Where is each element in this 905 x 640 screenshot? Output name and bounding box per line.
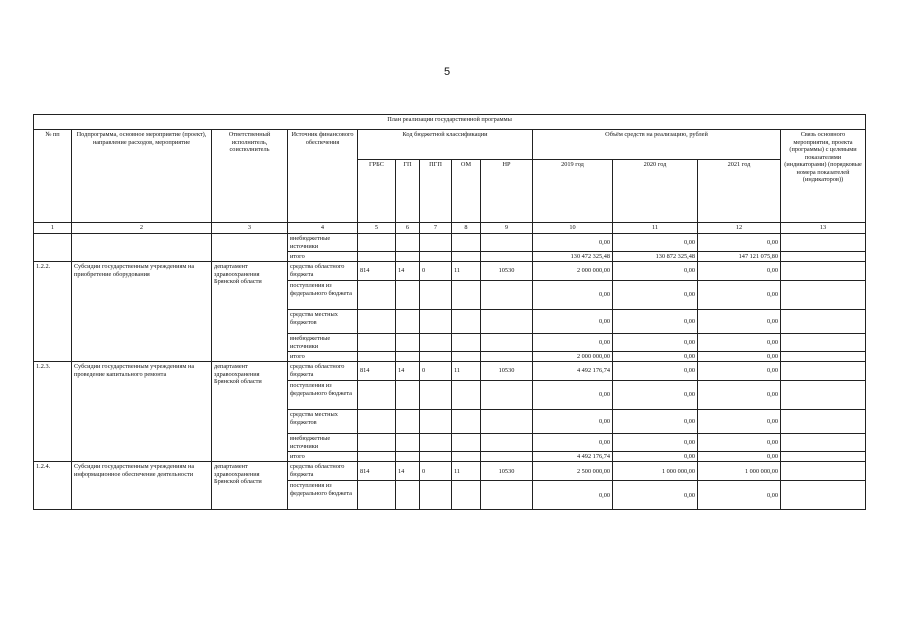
column-number: 4	[288, 223, 358, 234]
header-2019: 2019 год	[533, 160, 613, 223]
code-gp	[396, 334, 420, 352]
value-2021: 0,00	[698, 352, 781, 362]
indicator-link-cell	[781, 462, 866, 481]
indicator-link-cell	[781, 452, 866, 462]
code-gp	[396, 310, 420, 334]
code-grbs: 814	[358, 262, 396, 281]
value-2021: 0,00	[698, 410, 781, 434]
value-2021: 0,00	[698, 234, 781, 252]
column-number: 8	[452, 223, 481, 234]
value-2019: 2 000 000,00	[533, 262, 613, 281]
value-2020: 0,00	[613, 452, 698, 462]
indicator-link-cell	[781, 310, 866, 334]
code-grbs	[358, 352, 396, 362]
value-2020: 0,00	[613, 410, 698, 434]
item-number: 1.2.3.	[34, 362, 72, 462]
code-np	[481, 334, 533, 352]
value-2019: 4 492 176,74	[533, 452, 613, 462]
table-row	[34, 362, 866, 381]
value-2019: 2 500 000,00	[533, 462, 613, 481]
code-pgp: 0	[420, 362, 452, 381]
source-cell: итого	[288, 452, 358, 462]
code-pgp	[420, 334, 452, 352]
header-2020: 2020 год	[613, 160, 698, 223]
code-grbs	[358, 481, 396, 510]
value-2020: 0,00	[613, 362, 698, 381]
code-grbs	[358, 381, 396, 410]
value-2019: 0,00	[533, 410, 613, 434]
item-number: 1.2.4.	[34, 462, 72, 510]
code-cell	[452, 234, 481, 252]
code-grbs: 814	[358, 362, 396, 381]
value-2019: 2 000 000,00	[533, 352, 613, 362]
header-grbs: ГРБС	[358, 160, 396, 223]
value-2020: 0,00	[613, 234, 698, 252]
column-number: 6	[396, 223, 420, 234]
table-row	[34, 462, 866, 481]
source-cell: средства областного бюджета	[288, 362, 358, 381]
code-pgp: 0	[420, 262, 452, 281]
value-2021: 0,00	[698, 362, 781, 381]
value-2020: 0,00	[613, 434, 698, 452]
header-volume: Объём средств на реализацию, рублей	[533, 130, 781, 160]
item-number: 1.2.2.	[34, 262, 72, 362]
code-grbs	[358, 310, 396, 334]
value-2019: 4 492 176,74	[533, 362, 613, 381]
value-2020: 0,00	[613, 381, 698, 410]
code-np: 10530	[481, 262, 533, 281]
column-number: 2	[72, 223, 212, 234]
column-number: 11	[613, 223, 698, 234]
code-om	[452, 434, 481, 452]
header-gp: ГП	[396, 160, 420, 223]
value-2021: 147 121 075,80	[698, 252, 781, 262]
value-2020: 0,00	[613, 262, 698, 281]
column-number: 13	[781, 223, 866, 234]
header-2021: 2021 год	[698, 160, 781, 223]
page-number: 5	[444, 66, 451, 78]
indicator-link-cell	[781, 352, 866, 362]
code-om	[452, 281, 481, 310]
code-np: 10530	[481, 462, 533, 481]
indicator-link-cell	[781, 362, 866, 381]
code-gp	[396, 381, 420, 410]
column-number: 7	[420, 223, 452, 234]
indicator-link-cell	[781, 434, 866, 452]
source-cell: средства местных бюджетов	[288, 310, 358, 334]
value-2019: 0,00	[533, 434, 613, 452]
code-np	[481, 481, 533, 510]
code-pgp	[420, 481, 452, 510]
code-om	[452, 481, 481, 510]
program-plan-table	[33, 114, 866, 510]
source-cell: поступления из федерального бюджета	[288, 381, 358, 410]
code-gp	[396, 281, 420, 310]
value-2020: 0,00	[613, 334, 698, 352]
code-grbs	[358, 334, 396, 352]
source-cell: поступления из федерального бюджета	[288, 481, 358, 510]
column-number: 12	[698, 223, 781, 234]
code-np	[481, 352, 533, 362]
indicator-link-cell	[781, 252, 866, 262]
source-cell: средства областного бюджета	[288, 262, 358, 281]
code-pgp	[420, 352, 452, 362]
code-om: 11	[452, 462, 481, 481]
header-program: Подпрограмма, основное мероприятие (проект), направление расходов, мероприятие	[72, 130, 212, 223]
code-np	[481, 410, 533, 434]
code-cell	[396, 234, 420, 252]
code-gp: 14	[396, 362, 420, 381]
header-source: Источник финансового обеспечения	[288, 130, 358, 223]
num-cell	[34, 234, 72, 262]
indicator-link-cell	[781, 381, 866, 410]
code-pgp	[420, 410, 452, 434]
code-om	[452, 381, 481, 410]
program-cell	[72, 234, 212, 262]
value-2019: 130 472 325,48	[533, 252, 613, 262]
value-2019: 0,00	[533, 481, 613, 510]
value-2019: 0,00	[533, 281, 613, 310]
value-2019: 0,00	[533, 334, 613, 352]
value-2020: 0,00	[613, 481, 698, 510]
header-row	[34, 130, 866, 160]
code-om	[452, 452, 481, 462]
code-om	[452, 410, 481, 434]
code-np: 10530	[481, 362, 533, 381]
value-2021: 0,00	[698, 334, 781, 352]
code-om	[452, 334, 481, 352]
code-gp	[396, 452, 420, 462]
code-pgp	[420, 381, 452, 410]
value-2020: 0,00	[613, 281, 698, 310]
item-responsible: департамент здравоохранения Брянской области	[212, 262, 288, 362]
source-cell: внебюджетные источники	[288, 234, 358, 252]
value-2019: 0,00	[533, 381, 613, 410]
code-om	[452, 352, 481, 362]
code-gp: 14	[396, 462, 420, 481]
column-number: 5	[358, 223, 396, 234]
table-title: План реализации государственной программы	[34, 115, 866, 130]
column-number: 10	[533, 223, 613, 234]
code-pgp	[420, 281, 452, 310]
source-cell: итого	[288, 352, 358, 362]
value-2020: 0,00	[613, 352, 698, 362]
value-2021: 0,00	[698, 434, 781, 452]
value-2021: 0,00	[698, 452, 781, 462]
code-grbs: 814	[358, 462, 396, 481]
indicator-link-cell	[781, 234, 866, 252]
source-cell: внебюджетные источники	[288, 334, 358, 352]
code-gp	[396, 434, 420, 452]
column-number-row	[34, 223, 866, 234]
indicator-link-cell	[781, 281, 866, 310]
code-om: 11	[452, 362, 481, 381]
code-grbs	[358, 452, 396, 462]
item-responsible: департамент здравоохранения Брянской области	[212, 362, 288, 462]
code-pgp	[420, 434, 452, 452]
item-name: Субсидии государственным учреждениям на проведение капитального ремонта	[72, 362, 212, 462]
code-pgp	[420, 310, 452, 334]
value-2021: 1 000 000,00	[698, 462, 781, 481]
code-pgp: 0	[420, 462, 452, 481]
code-cell	[396, 252, 420, 262]
code-gp: 14	[396, 262, 420, 281]
value-2021: 0,00	[698, 310, 781, 334]
header-responsible: Ответственный исполнитель, соисполнитель	[212, 130, 288, 223]
code-om: 11	[452, 262, 481, 281]
value-2020: 130 872 325,48	[613, 252, 698, 262]
code-np	[481, 310, 533, 334]
value-2019: 0,00	[533, 310, 613, 334]
indicator-link-cell	[781, 481, 866, 510]
code-np	[481, 381, 533, 410]
code-np	[481, 281, 533, 310]
header-np: НР	[481, 160, 533, 223]
indicator-link-cell	[781, 334, 866, 352]
code-gp	[396, 352, 420, 362]
value-2020: 1 000 000,00	[613, 462, 698, 481]
code-gp	[396, 481, 420, 510]
code-pgp	[420, 452, 452, 462]
column-number: 3	[212, 223, 288, 234]
table-title-row	[34, 115, 866, 130]
value-2021: 0,00	[698, 281, 781, 310]
source-cell: средства местных бюджетов	[288, 410, 358, 434]
header-num: № пп	[34, 130, 72, 223]
code-grbs	[358, 410, 396, 434]
code-cell	[420, 252, 452, 262]
item-name: Субсидии государственным учреждениям на информационное обеспечение деятельности	[72, 462, 212, 510]
table-row	[34, 234, 866, 252]
header-pgp: ПГП	[420, 160, 452, 223]
table-row	[34, 262, 866, 281]
item-responsible: департамент здравоохранения Брянской области	[212, 462, 288, 510]
code-gp	[396, 410, 420, 434]
source-cell: поступления из федерального бюджета	[288, 281, 358, 310]
value-2021: 0,00	[698, 381, 781, 410]
code-cell	[358, 252, 396, 262]
code-cell	[481, 234, 533, 252]
source-cell: средства областного бюджета	[288, 462, 358, 481]
value-2019: 0,00	[533, 234, 613, 252]
column-number: 9	[481, 223, 533, 234]
source-cell: внебюджетные источники	[288, 434, 358, 452]
header-budget-code: Код бюджетной классификации	[358, 130, 533, 160]
header-om: ОМ	[452, 160, 481, 223]
value-2021: 0,00	[698, 262, 781, 281]
value-2020: 0,00	[613, 310, 698, 334]
indicator-link-cell	[781, 410, 866, 434]
value-2021: 0,00	[698, 481, 781, 510]
item-name: Субсидии государственным учреждениям на приобретение оборудования	[72, 262, 212, 362]
code-cell	[481, 252, 533, 262]
responsible-cell	[212, 234, 288, 262]
indicator-link-cell	[781, 262, 866, 281]
header-link: Связь основного мероприятия, проекта (программы) с целевыми показателями (индикаторами) (порядковые номера показателей (индикаторов))	[781, 130, 866, 223]
code-grbs	[358, 281, 396, 310]
code-np	[481, 452, 533, 462]
code-cell	[420, 234, 452, 252]
code-cell	[452, 252, 481, 262]
column-number: 1	[34, 223, 72, 234]
code-np	[481, 434, 533, 452]
source-cell: итого	[288, 252, 358, 262]
code-grbs	[358, 434, 396, 452]
code-om	[452, 310, 481, 334]
code-cell	[358, 234, 396, 252]
